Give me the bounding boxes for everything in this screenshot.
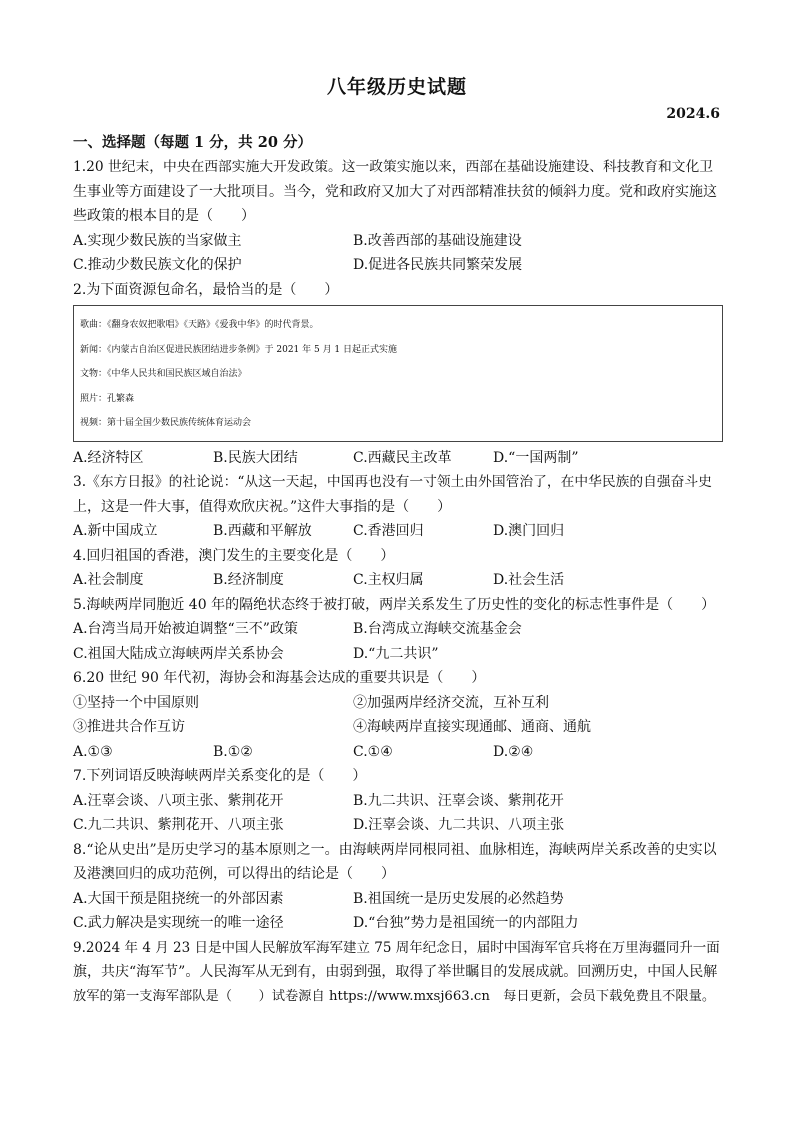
option-a: A.新中国成立: [73, 523, 158, 539]
question-3: [73, 470, 723, 544]
exam-date: 2024.6: [666, 106, 720, 122]
question-text: 7.下列词语反映海峡两岸关系变化的是（ ）: [73, 768, 367, 784]
question-text: 8.“论从史出”是历史学习的基本原则之一。由海峡两岸同根同祖、血脉相连，海峡两岸关系改善的史实以: [73, 841, 717, 858]
option-a: A.台湾当局开始被迫调整“三不”政策: [73, 621, 298, 637]
option-b: B.①②: [213, 743, 253, 760]
statement-2: ②加强两岸经济交流，互补互利: [353, 694, 549, 711]
option-b: B.西藏和平解放: [213, 523, 312, 539]
option-c: C.武力解决是实现统一的唯一途径: [73, 915, 284, 931]
option-d: D.澳门回归: [493, 523, 565, 539]
statement-4: ④海峡两岸直接实现通邮、通商、通航: [353, 719, 591, 735]
resource-line: 照片：孔繁森: [80, 393, 135, 404]
question-text: 3.《东方日报》的社论说：“从这一天起，中国再也没有一寸领土由外国管治了，在中华民族的自强奋斗史: [73, 474, 712, 490]
question-8: [73, 838, 723, 936]
question-text: 1.20 世纪末，中央在西部实施大开发政策。这一政策实施以来，西部在基础设施建设、科技教育和文化卫: [73, 159, 713, 175]
question-text: 旗，共庆“海军节”。人民海军从无到有，由弱到强，取得了举世瞩目的发展成就。回溯历史，中国人民解: [73, 964, 718, 980]
question-2: [73, 278, 723, 471]
option-a: A.大国干预是阻挠统一的外部因素: [73, 890, 284, 907]
resource-line: 歌曲：《翻身农奴把歌唱》《天路》《爱我中华》的时代背景。: [80, 320, 319, 330]
option-b: B.台湾成立海峡交流基金会: [353, 621, 522, 637]
resource-line: 视频：第十届全国少数民族传统体育运动会: [80, 418, 252, 428]
option-a: A.社会制度: [73, 572, 144, 588]
resource-box: [73, 305, 723, 442]
resource-line: 文物：《中华人民共和国民族区域自治法》: [80, 369, 247, 379]
statement-3: ③推进共合作互访: [73, 719, 185, 735]
option-c: C.①④: [353, 743, 393, 760]
question-list: [73, 155, 723, 1009]
question-text: 9.2024 年 4 月 23 日是中国人民解放军海军建立 75 周年纪念日，届时中国海军官兵将在万里海疆同升一面: [73, 939, 720, 956]
question-text: 些政策的根本目的是（ ）: [73, 208, 255, 224]
question-text: 生事业等方面建设了一大批项目。当今，党和政府又加大了对西部精准扶贫的倾斜力度。党和政府实施这: [73, 183, 717, 200]
option-c: C.推动少数民族文化的保护: [73, 257, 242, 273]
option-d: D.社会生活: [493, 572, 565, 588]
option-a: A.汪辜会谈、八项主张、紫荆花开: [73, 792, 284, 809]
option-b: B.改善西部的基础设施建设: [353, 232, 522, 249]
option-d: D.促进各民族共同繁荣发展: [353, 257, 523, 273]
section-title: 一、选择题（每题 1 分，共 20 分）: [73, 134, 312, 151]
option-b: B.经济制度: [213, 572, 284, 588]
question-text: 放军的第一支海军部队是（ ）试卷源自 https://www.mxsj663.cn 每日更新，会员下载免费且不限量。: [73, 988, 716, 1004]
option-c: C.祖国大陆成立海峡两岸关系协会: [73, 645, 284, 662]
option-a: A.①③: [73, 743, 113, 760]
option-d: D.汪辜会谈、九二共识、八项主张: [353, 817, 565, 833]
option-a: A.实现少数民族的当家做主: [73, 232, 242, 249]
option-d: D.“九二共识”: [353, 645, 439, 662]
option-c: C.主权归属: [353, 572, 424, 588]
resource-line: 新闻：《内蒙古自治区促进民族团结进步条例》于 2021 年 5 月 1 日起正式实施: [80, 344, 398, 355]
option-c: C.九二共识、紫荆花开、八项主张: [73, 817, 284, 833]
question-1: [73, 155, 723, 278]
option-a: A.经济特区: [73, 449, 144, 466]
question-text: 4.回归祖国的香港，澳门发生的主要变化是（ ）: [73, 547, 395, 564]
statement-1: ①坚持一个中国原则: [73, 694, 199, 711]
question-4: [73, 544, 723, 593]
option-d: D.“台独”势力是祖国统一的内部阻力: [353, 915, 579, 931]
option-b: B.九二共识、汪辜会谈、紫荆花开: [353, 792, 564, 809]
question-text: 上，这是一件大事，值得欢欣庆祝。”这件大事指的是（ ）: [73, 498, 452, 515]
question-text: 5.海峡两岸同胞近 40 年的隔绝状态终于被打破，两岸关系发生了历史性的变化的标志性事件是（ ）: [73, 596, 716, 613]
question-6: [73, 666, 723, 764]
question-text: 及港澳回归的成功范例，可以得出的结论是（ ）: [73, 866, 395, 882]
option-d: D.“一国两制”: [493, 449, 579, 466]
option-c: C.香港回归: [353, 523, 424, 539]
option-d: D.②④: [493, 743, 534, 760]
question-text: 2.为下面资源包命名，最恰当的是（ ）: [73, 281, 339, 298]
question-9: [73, 936, 723, 1010]
option-b: B.民族大团结: [213, 449, 298, 466]
page-title: 八年级历史试题: [326, 76, 467, 98]
option-b: B.祖国统一是历史发展的必然趋势: [353, 890, 564, 907]
option-c: C.西藏民主改革: [353, 449, 452, 466]
question-5: [73, 593, 723, 667]
question-7: [73, 764, 723, 838]
question-text: 6.20 世纪 90 年代初，海协会和海基会达成的重要共识是（ ）: [73, 670, 486, 686]
